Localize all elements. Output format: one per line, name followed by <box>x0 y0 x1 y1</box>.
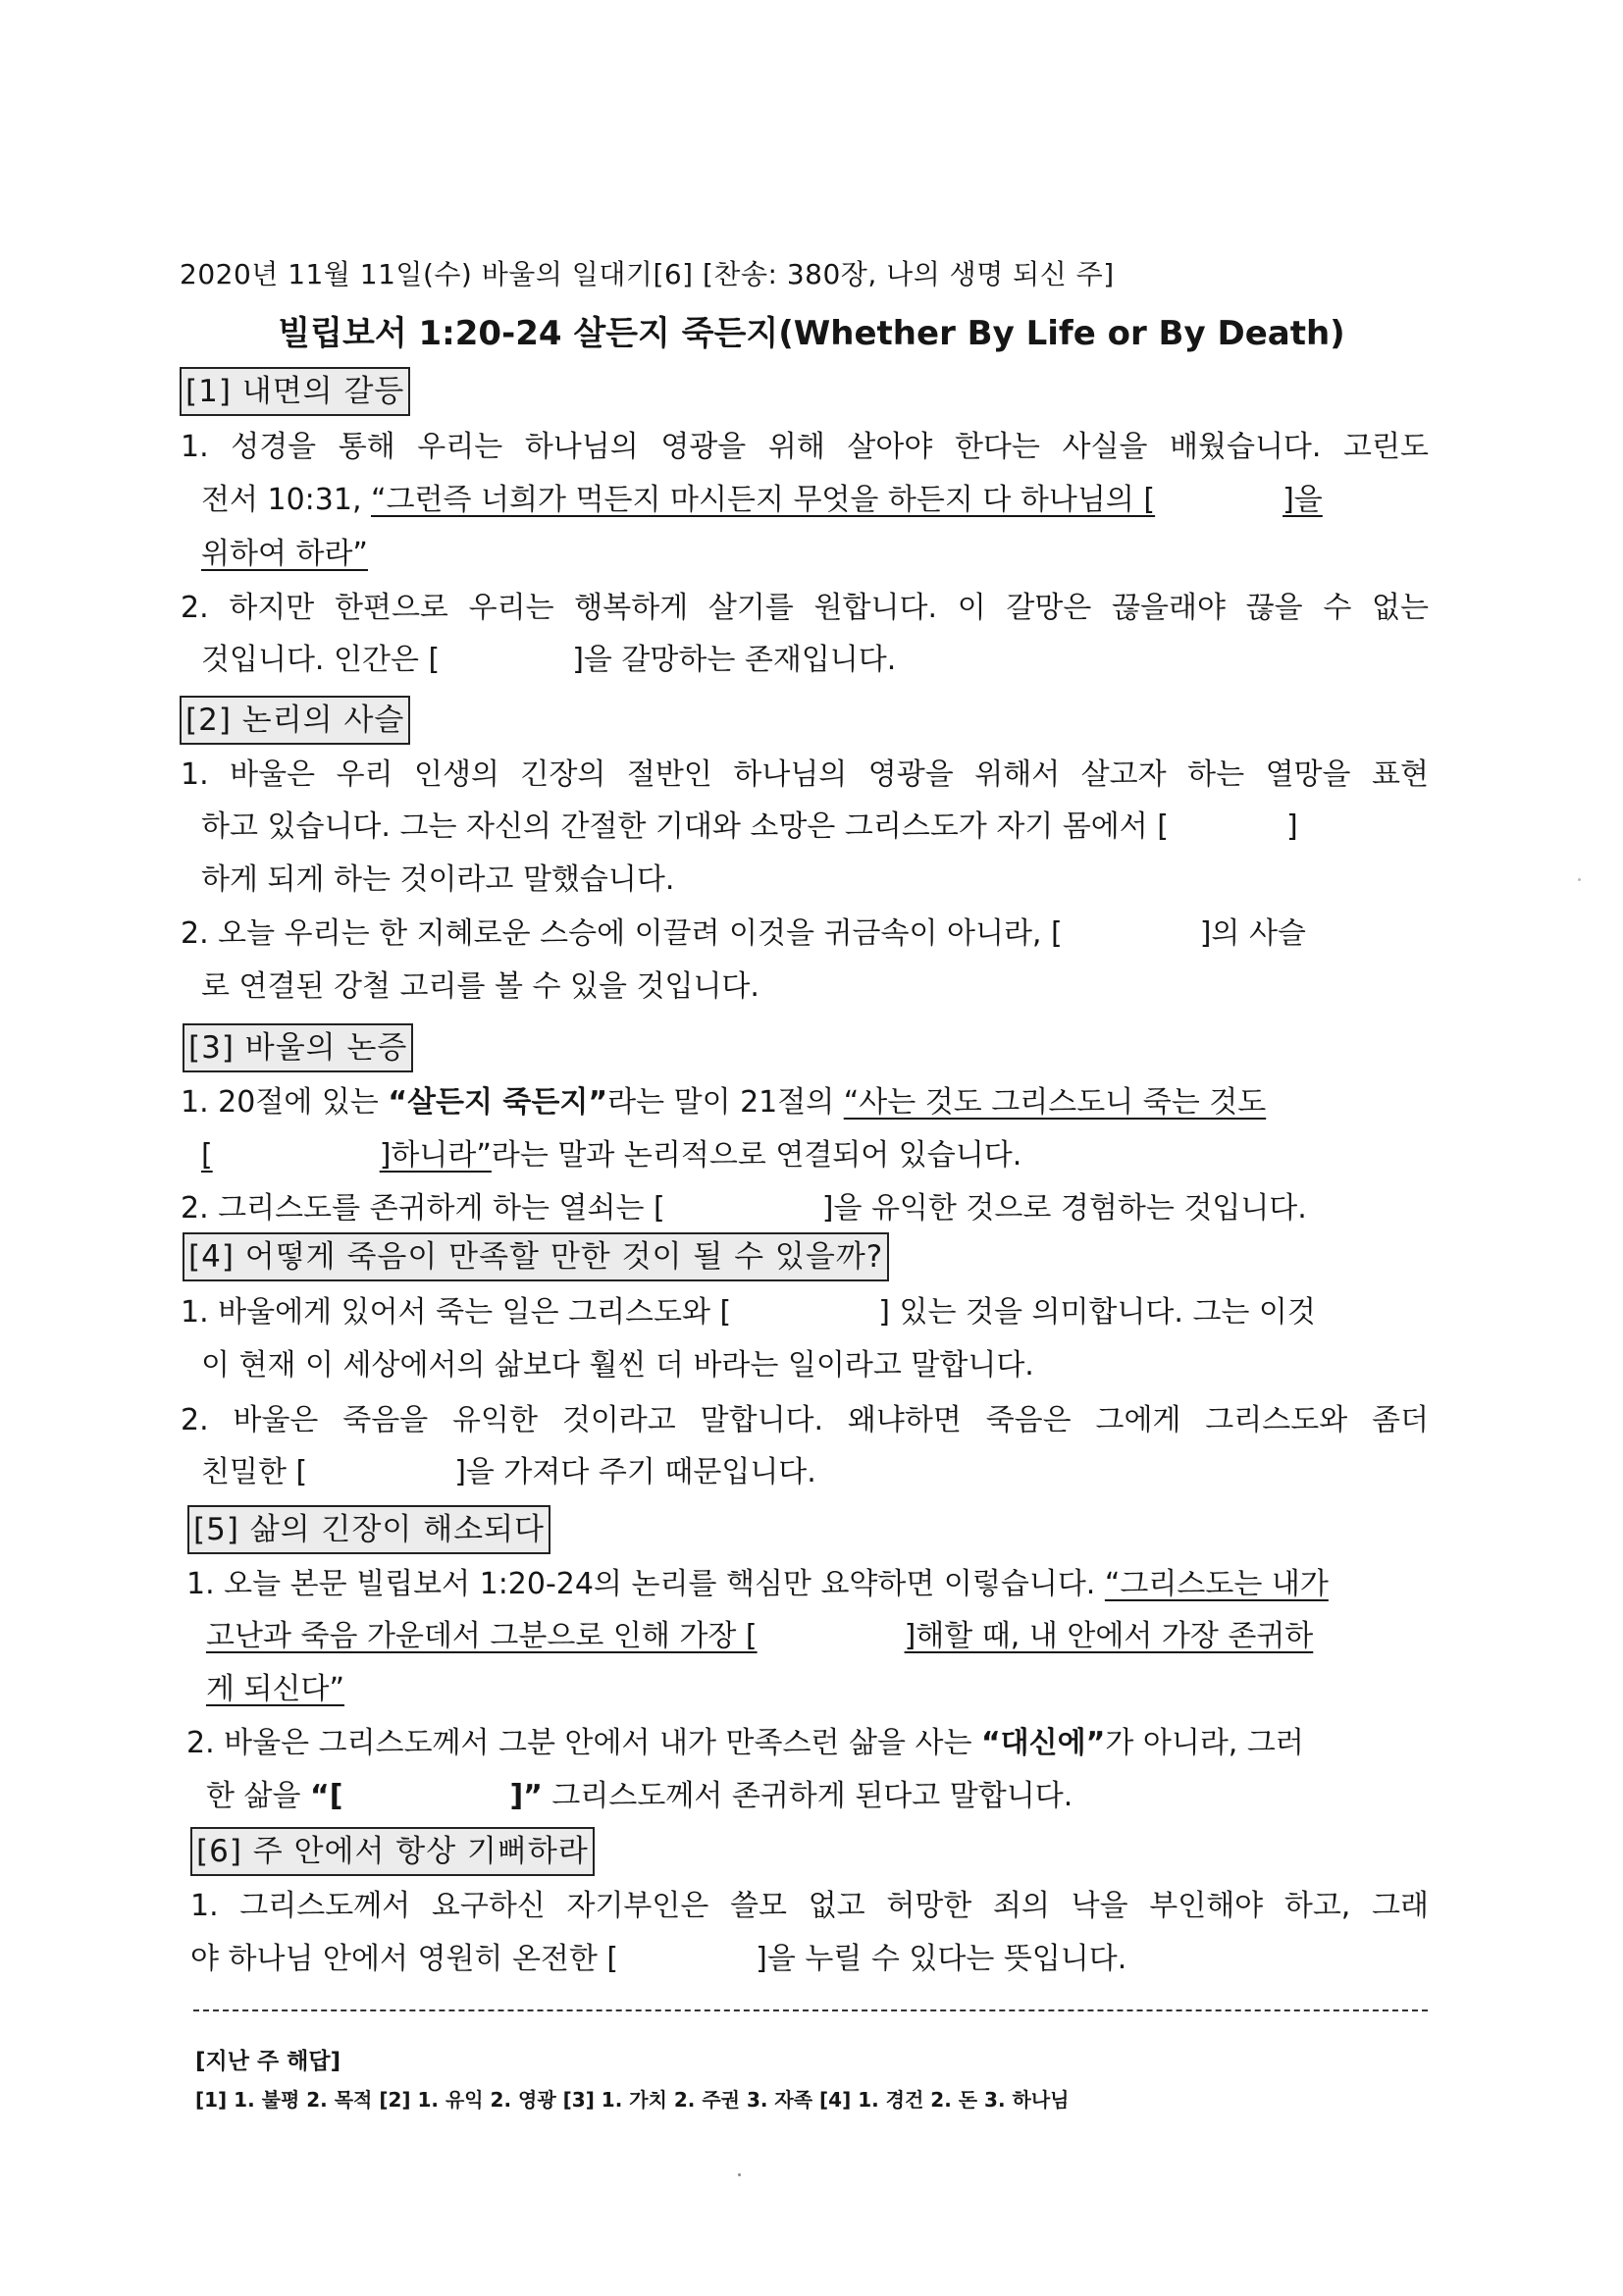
scan-speck <box>1578 878 1581 881</box>
section-2-item-1-line-1: 1. 바울은 우리 인생의 긴장의 절반인 하나님의 영광을 위해서 살고자 하는 열망을 표현 <box>181 757 1429 792</box>
section-heading-3: [3] 바울의 논증 <box>183 1023 413 1072</box>
section-5-item-1-line-2: 고난과 죽음 가운데서 그분으로 인해 가장 [ ]해할 때, 내 안에서 가장 존귀하 <box>206 1619 1314 1653</box>
section-3-item-2-line-1: 2. 그리스도를 존귀하게 하는 열쇠는 [ ]을 유익한 것으로 경험하는 것입니다. <box>181 1191 1307 1226</box>
bold-phrase: “대신에” <box>980 1726 1106 1760</box>
section-1-item-2-line-1: 2. 하지만 한편으로 우리는 행복하게 살기를 원합니다. 이 갈망은 끊을래야 끊을 수 없는 <box>181 591 1429 625</box>
section-4-item-2-line-2: 친밀한 [ ]을 가져다 주기 때문입니다. <box>201 1455 816 1489</box>
section-heading-2: [2] 논리의 사슬 <box>180 696 410 745</box>
section-1-item-1-line-1: 1. 성경을 통해 우리는 하나님의 영광을 위해 살아야 한다는 사실을 배웠습니다. 고린도 <box>181 430 1429 464</box>
section-4-item-2-line-1: 2. 바울은 죽음을 유익한 것이라고 말합니다. 왜냐하면 죽음은 그에게 그리스도와 좀더 <box>181 1403 1429 1437</box>
answers-text: [1] 1. 불평 2. 목적 [2] 1. 유익 2. 영광 [3] 1. 가치 2. 주권 3. 자족 [4] 1. 경건 2. 돈 3. 하나님 <box>195 2088 1070 2112</box>
page-header: 2020년 11월 11일(수) 바울의 일대기[6] [찬송: 380장, 나의 생명 되신 주] <box>180 258 1115 290</box>
bold-phrase: “살든지 죽든지” <box>388 1085 608 1120</box>
quote-text: “그런즉 너희가 먹든지 마시든지 무엇을 하든지 다 하나님의 [ <box>371 483 1156 517</box>
quote-text: “그리스도는 내가 <box>1104 1567 1329 1601</box>
section-heading-6: [6] 주 안에서 항상 기뻐하라 <box>190 1827 595 1876</box>
section-5-item-1-line-1: 1. 오늘 본문 빌립보서 1:20-24의 논리를 핵심만 요약하면 이렇습니다. “그리스도는 내가 <box>186 1567 1329 1601</box>
section-2-item-2-line-2: 로 연결된 강철 고리를 볼 수 있을 것입니다. <box>201 969 759 1004</box>
section-4-item-1-line-2: 이 현재 이 세상에서의 삶보다 훨씬 더 바라는 일이라고 말합니다. <box>201 1348 1034 1383</box>
section-3-item-1-line-1: 1. 20절에 있는 “살든지 죽든지”라는 말이 21절의 “사는 것도 그리스도니 죽는 것도 <box>181 1085 1267 1120</box>
section-1-item-1-line-3: 위하여 하라” <box>201 537 368 571</box>
section-2-item-1-line-2: 하고 있습니다. 그는 자신의 간절한 기대와 소망은 그리스도가 자기 몸에서 [ ] <box>201 809 1298 844</box>
scan-speck <box>738 2173 741 2176</box>
section-2-item-1-line-3: 하게 되게 하는 것이라고 말했습니다. <box>201 862 675 897</box>
section-heading-4: [4] 어떻게 죽음이 만족할 만한 것이 될 수 있을까? <box>183 1232 889 1281</box>
section-5-item-2-line-2: 한 삶을 “[ ]” 그리스도께서 존귀하게 된다고 말합니다. <box>206 1779 1073 1813</box>
section-5-item-2-line-1: 2. 바울은 그리스도께서 그분 안에서 내가 만족스런 삶을 사는 “대신에”가 아니라, 그러 <box>186 1726 1304 1760</box>
page-title: 빌립보서 1:20-24 살든지 죽든지(Whether By Life or By Death) <box>278 314 1345 353</box>
section-4-item-1-line-1: 1. 바울에게 있어서 죽는 일은 그리스도와 [ ] 있는 것을 의미합니다. 그는 이것 <box>181 1295 1316 1330</box>
section-1-item-1-line-2: 전서 10:31, “그런즉 너희가 먹든지 마시든지 무엇을 하든지 다 하나님의 [ ]을 <box>201 483 1323 517</box>
section-6-item-1-line-1: 1. 그리스도께서 요구하신 자기부인은 쓸모 없고 허망한 죄의 낙을 부인해야 하고, 그래 <box>190 1889 1429 1923</box>
section-3-item-1-line-2: [ ]하니라”라는 말과 논리적으로 연결되어 있습니다. <box>201 1138 1022 1173</box>
section-6-item-1-line-2: 야 하나님 안에서 영원히 온전한 [ ]을 누릴 수 있다는 뜻입니다. <box>190 1942 1127 1976</box>
section-heading-1: [1] 내면의 갈등 <box>180 367 410 416</box>
quote-text: “사는 것도 그리스도니 죽는 것도 <box>843 1085 1267 1120</box>
section-1-item-2-line-2: 것입니다. 인간은 [ ]을 갈망하는 존재입니다. <box>201 643 897 677</box>
dashed-divider <box>193 2009 1428 2011</box>
answers-label: [지난 주 해답] <box>195 2049 341 2074</box>
section-5-item-1-line-3: 게 되신다” <box>206 1672 344 1706</box>
section-2-item-2-line-1: 2. 오늘 우리는 한 지혜로운 스승에 이끌려 이것을 귀금속이 아니라, [ ]의 사슬 <box>181 916 1306 951</box>
section-heading-5: [5] 삶의 긴장이 해소되다 <box>187 1505 550 1554</box>
